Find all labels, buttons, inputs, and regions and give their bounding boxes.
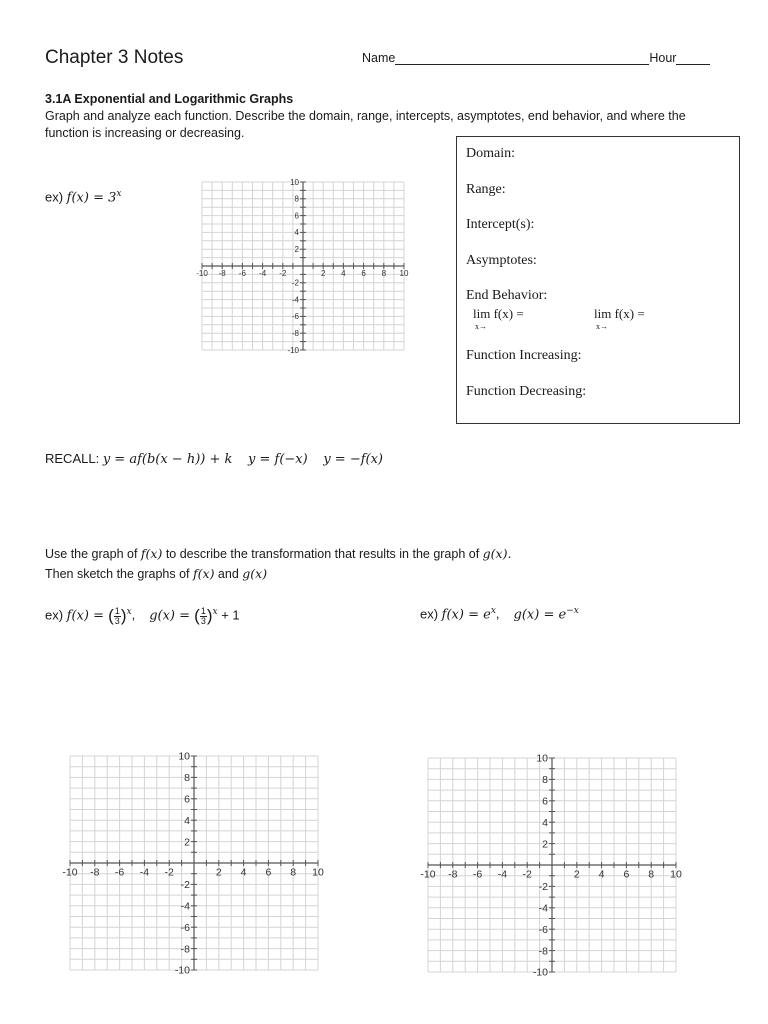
- y-tick-label: -2: [538, 881, 548, 894]
- x-tick-label: 4: [240, 866, 247, 879]
- example-3-g-exp: −x: [566, 606, 579, 616]
- x-tick-label: -4: [139, 866, 150, 879]
- t2a: Then sketch the graphs of: [45, 567, 194, 581]
- x-tick-label: -10: [62, 866, 78, 879]
- y-tick-label: 6: [542, 795, 548, 808]
- y-tick-label: 10: [178, 750, 190, 763]
- x-tick-label: 6: [265, 866, 272, 879]
- x-tick-label: -6: [472, 868, 483, 881]
- decreasing-label: Function Decreasing:: [466, 384, 587, 399]
- x-tick-label: 8: [381, 269, 387, 278]
- frac-1-den: 3: [114, 615, 120, 626]
- recall-formula-1: y = af(b(x − h)) + k: [102, 452, 233, 467]
- t1b: f(x): [140, 546, 163, 561]
- transformation-instructions: [45, 544, 725, 584]
- example-3-prefix: ex): [420, 606, 442, 622]
- x-tick-label: 4: [341, 269, 346, 278]
- limit-right-sub: x→: [596, 322, 608, 331]
- example-1-prefix: ex): [45, 189, 67, 205]
- name-blank[interactable]: [395, 52, 649, 65]
- t2d: g(x): [242, 566, 268, 581]
- y-tick-label: -2: [291, 278, 299, 288]
- recall-line: [45, 451, 383, 467]
- limit-left-expr: lim f(x) =: [473, 306, 524, 321]
- name-label: Name: [362, 51, 396, 65]
- y-tick-label: 6: [294, 211, 299, 221]
- limit-right: [594, 306, 645, 331]
- recall-formula-2: y = f(−x): [248, 452, 308, 467]
- hour-label: Hour: [649, 51, 677, 65]
- analysis-box: [456, 136, 740, 424]
- x-tick-label: -10: [420, 868, 436, 881]
- x-tick-label: -6: [238, 269, 246, 278]
- page-title: Chapter 3 Notes: [45, 47, 184, 68]
- example-2-plus: + 1: [217, 607, 240, 623]
- recall-formula-3: y = −f(x): [323, 452, 384, 467]
- y-tick-label: -4: [180, 900, 190, 913]
- y-tick-label: 8: [542, 774, 548, 787]
- y-tick-label: -4: [538, 902, 548, 915]
- hour-blank[interactable]: [676, 52, 710, 65]
- example-1: [45, 189, 121, 205]
- y-tick-label: 8: [184, 772, 190, 785]
- increasing-label: Function Increasing:: [466, 348, 582, 363]
- y-tick-label: -10: [174, 964, 190, 977]
- x-tick-label: -10: [196, 269, 208, 278]
- example-2-prefix: ex): [45, 607, 67, 623]
- fraction-2: [200, 607, 207, 626]
- x-tick-label: -8: [90, 866, 100, 879]
- y-tick-label: 10: [290, 177, 299, 187]
- x-tick-label: 6: [361, 269, 366, 278]
- graph-grid-3: [416, 748, 688, 984]
- y-tick-label: 2: [184, 836, 190, 849]
- y-tick-label: -10: [532, 966, 548, 979]
- y-tick-label: -2: [180, 879, 190, 892]
- y-tick-label: -8: [291, 329, 299, 338]
- paren-open-2: (: [194, 606, 200, 625]
- y-tick-label: 6: [184, 793, 190, 806]
- y-tick-label: 4: [184, 814, 190, 827]
- example-3: ex) $f(x) = e^x$, $g(x) = e^{-x}$: [420, 606, 579, 623]
- limit-left-sub: x→: [475, 322, 487, 331]
- example-2-g-label: g(x) =: [149, 608, 195, 624]
- frac-1-num: 1: [114, 605, 120, 616]
- x-tick-label: 2: [320, 269, 326, 278]
- example-3-f-exp: x: [490, 606, 496, 616]
- paren-close-2: ): [206, 606, 213, 625]
- y-tick-label: -8: [180, 943, 190, 956]
- y-tick-label: -6: [538, 923, 548, 936]
- t2c: and: [214, 567, 243, 581]
- x-tick-label: -8: [448, 868, 458, 881]
- transformation-line-1: [45, 544, 725, 564]
- x-tick-label: -4: [259, 269, 267, 278]
- example-2-f-exp: x: [126, 607, 132, 618]
- graph-grid-2: [58, 746, 330, 982]
- t1d: g(x).: [482, 546, 512, 561]
- example-3-f: f(x) = e: [441, 607, 491, 623]
- t1a: Use the graph of: [45, 547, 141, 561]
- limit-left: [473, 306, 524, 331]
- x-tick-label: 10: [312, 866, 324, 879]
- y-tick-label: -10: [287, 345, 299, 355]
- t2b: f(x): [193, 566, 215, 581]
- x-tick-label: 8: [290, 866, 297, 879]
- x-tick-label: -2: [522, 868, 532, 881]
- limit-right-expr: lim f(x) =: [594, 306, 645, 321]
- x-tick-label: -4: [497, 868, 508, 881]
- example-1-exponent: x: [116, 189, 122, 199]
- paren-open: (: [108, 606, 114, 625]
- y-tick-label: 2: [294, 245, 299, 254]
- range-label: Range:: [466, 182, 506, 197]
- end-behavior-label: End Behavior:: [466, 288, 548, 303]
- y-tick-label: 2: [542, 838, 548, 851]
- x-tick-label: 2: [215, 866, 222, 879]
- x-tick-label: -2: [279, 269, 287, 278]
- x-tick-label: 6: [623, 868, 630, 881]
- instructions: Graph and analyze each function. Describe the domain, range, intercepts, asymptotes, end behavior, and where the function is increasing or decreasing.: [45, 109, 686, 140]
- x-tick-label: 8: [648, 868, 655, 881]
- fraction-1: [114, 607, 121, 626]
- x-tick-label: 4: [598, 868, 605, 881]
- domain-label: Domain:: [466, 146, 515, 161]
- transformation-line-2: [45, 564, 725, 584]
- recall-label: RECALL:: [45, 451, 103, 466]
- paren-close: ): [120, 606, 127, 625]
- x-tick-label: -2: [164, 866, 174, 879]
- frac-2-den: 3: [200, 615, 206, 626]
- y-tick-label: 8: [294, 194, 299, 204]
- example-2: ex) f(x) = ( $\frac{1}{3}$ )$^x$, g(x) = ( $\frac{1}{3}$ )$^x$ + 1: [45, 605, 240, 626]
- x-tick-label: -8: [218, 269, 226, 278]
- y-tick-label: -6: [180, 921, 190, 934]
- name-hour-line: [362, 51, 710, 65]
- example-1-function: f(x) = 3: [66, 190, 117, 206]
- y-tick-label: -8: [538, 945, 548, 958]
- y-tick-label: 4: [294, 228, 299, 238]
- example-2-g-exp: x: [212, 607, 218, 618]
- section-heading: 3.1A Exponential and Logarithmic Graphs: [45, 92, 294, 106]
- t1c: to describe the transformation that results in the graph of: [162, 547, 483, 561]
- y-tick-label: 10: [536, 752, 548, 765]
- example-3-g: g(x) = e: [513, 607, 567, 623]
- intercepts-label: Intercept(s):: [466, 217, 535, 232]
- y-tick-label: -4: [291, 295, 299, 305]
- frac-2-num: 1: [200, 605, 206, 616]
- x-tick-label: 10: [670, 868, 682, 881]
- y-tick-label: 4: [542, 816, 548, 829]
- x-tick-label: 10: [399, 269, 409, 278]
- x-tick-label: -6: [114, 866, 125, 879]
- x-tick-label: 2: [573, 868, 580, 881]
- asymptotes-label: Asymptotes:: [466, 253, 537, 268]
- y-tick-label: -6: [291, 312, 299, 322]
- example-2-f-label: f(x) =: [66, 608, 109, 624]
- graph-grid-1: [198, 174, 408, 354]
